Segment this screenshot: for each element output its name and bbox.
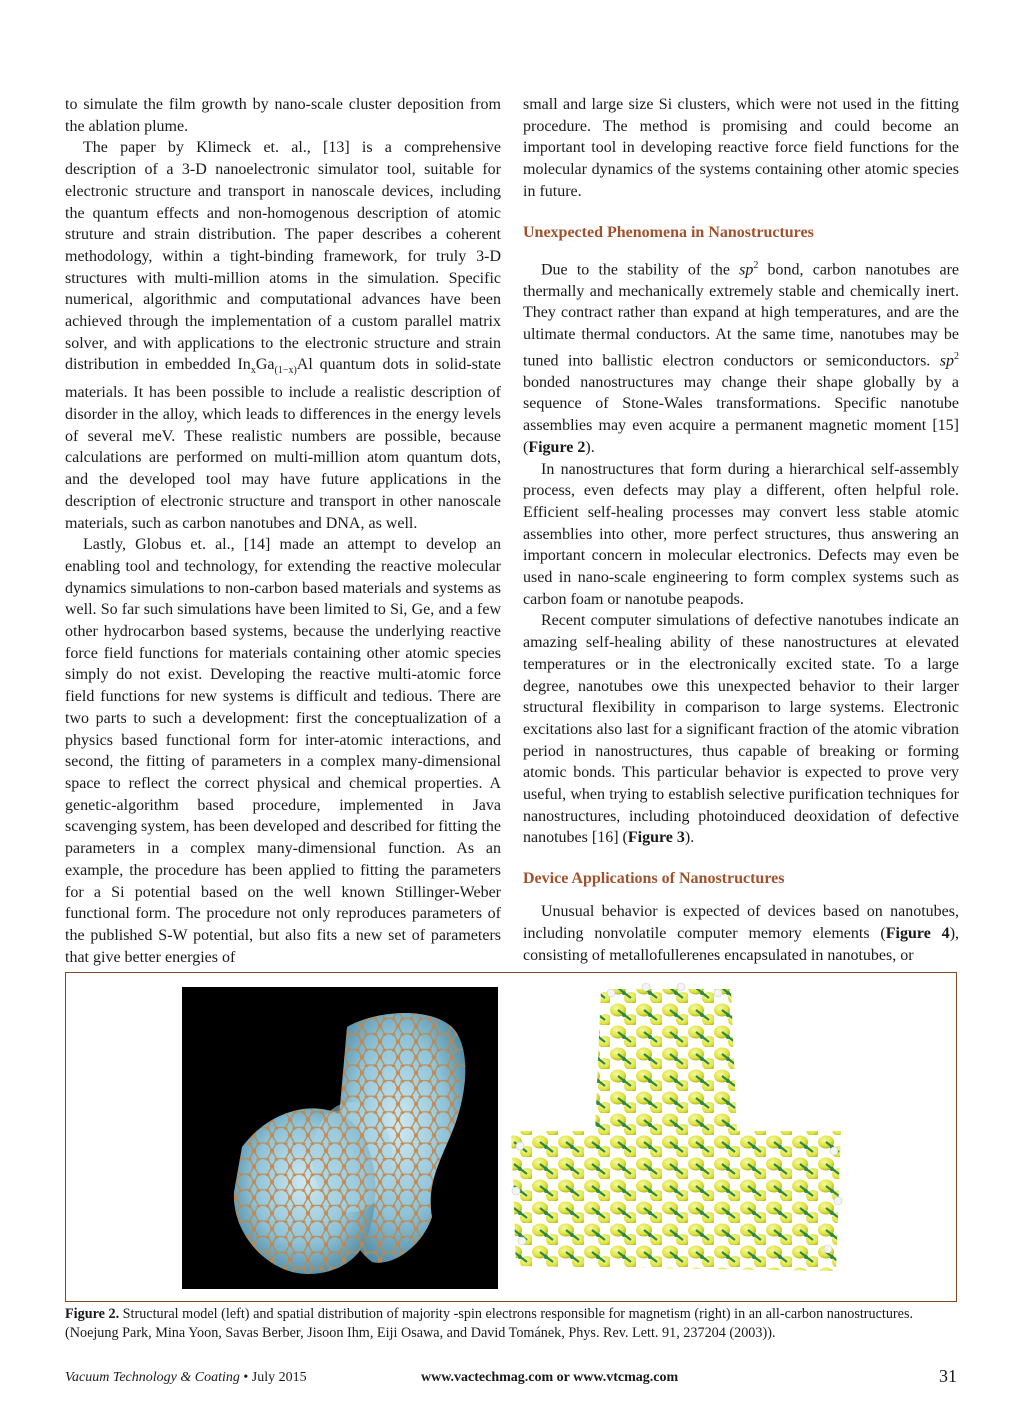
footer-bullet: •	[243, 1370, 249, 1385]
spin-density-image	[506, 981, 846, 1297]
right-paragraph-self-assembly: In nanostructures that form during a hierarchical self-assembly process, even defects may play a different, often helpful role. Efficient self-healing processes may convert less stable atomic assemblies into other, more perfect structures, thus answering an important concern in molecular electronics. Defects may even be used in nano-scale engineering to form complex systems such as carbon foam or nanotube peapods.	[523, 460, 959, 608]
footer-publication: Vacuum Technology & Coating • July 2015	[65, 1370, 307, 1385]
page-number: 31	[939, 1366, 957, 1386]
figure-4-ref: Figure 4	[885, 924, 950, 942]
right-paragraph-devices: Unusual behavior is expected of devices based on nanotubes, including nonvolatile computer memory elements (Figure 4), consisting of metallofullerenes encapsulated in nanotubes, or	[523, 903, 960, 964]
page-footer	[65, 1366, 957, 1390]
figure-caption	[65, 1305, 957, 1343]
nanostructure-model-image	[182, 987, 498, 1289]
footer-date: July 2015	[251, 1370, 307, 1385]
nanotube-junction-illustration	[182, 987, 498, 1289]
subscript-x: x	[250, 365, 256, 377]
figure-label: Figure 2.	[65, 1306, 120, 1322]
subscript-1-x: (1−x)	[274, 365, 297, 377]
right-paragraph-self-healing: Recent computer simulations of defective nanotubes indicate an amazing self-healing ability of these nanostructures at elevated temperatures or in the electronically excited state. To a large degree, nanotubes owe this unexpected behavior to their larger structural flexibility in comparison to large systems. Electronic excitations also last for a significant fraction of the atomic vibration period in nanostructures, thus capable of breaking or forming atomic bonds. This particular behavior is expected to prove very useful, when trying to establish selective purification techniques for nanostructures, including photoinduced deoxidation of defective nanotubes [16] (Figure 3).	[523, 612, 959, 847]
left-paragraph-globus: Lastly, Globus et. al., [14] made an attempt to develop an enabling tool and technology, for extending the reactive molecular dynamics simulations to non-carbon based materials and systems as well. So far such simulations have been limited to Si, Ge, and a few other hydrocarbon based systems, because the underlying reactive force field functions for materials containing other atomic species simply do not exist. Developing the reactive multi-atomic force field functions for new systems is difficult and tedious. There are two parts to such a development: first the conceptualization of a physics based functional form for inter-atomic interactions, and second, the fitting of parameters in a complex many-dimensional space to reflect the correct physical and chemical properties. A genetic-algorithm based procedure, implemented in Java scavenging system, has been developed and described for fitting the parameters in a complex many-dimensional function. As an example, the procedure has been applied to fitting the parameters for a Si potential based on the well known Stillinger-Weber functional form. The procedure not only reproduces parameters of the published S-W potential, but also fits a new set of parameters that give better energies of	[65, 536, 501, 966]
left-paragraph-1: to simulate the film growth by nano-scale cluster deposition from the ablation plume.	[65, 96, 501, 135]
figure-3-ref: Figure 3	[627, 829, 685, 847]
figure-caption-text: Structural model (left) and spatial distribution of majority -spin electrons responsible for magnetism (right) in an all-carbon nanostructures. (Noejung Park, Mina Yoon, Savas Berber, Jisoon Ihm, Eiji Osawa, and David Tománek, Phys. Rev. Lett. 91, 237204 (2003)).	[65, 1306, 914, 1341]
section-heading-unexpected-phenomena: Unexpected Phenomena in Nanostructures	[523, 223, 814, 241]
left-column	[65, 94, 501, 968]
figure-2-ref: Figure 2	[528, 438, 586, 456]
left-paragraph-klimeck: The paper by Klimeck et. al., [13] is a comprehensive description of a 3-D nanoelectronic simulator tool, suitable for electronic structure and transport in nanoscale devices, including the quantum effects and non-homogenous description of atomic struture and strain distribution. The paper describes a coherent methodology, within a tight-binding framework, for truly 3-D structures with multi-million atoms in the simulation. Specific numerical, algorithmic and computational advances have been achieved through the implementation of a custom parallel matrix solver, and with applications to the electronic structure and strain distribution in embedded $In_xGa_{(1-x)}Al$ quantum dots in solid-state materials. It has been possible to include a realistic description of disorder in the alloy, which leads to differences in the energy levels of several meV. These realistic numbers are possible, because calculations are performed on multi-million atom quantum dots, and the developed tool may have future applications in the description of electronic structure and transport in other nanoscale materials, such as carbon nanotubes and DNA, as well.	[65, 139, 501, 532]
right-paragraph-sp2: Due to the stability of the $sp^2$ bond, carbon nanotubes are thermally and mechanically extremely stable and chemically inert. They contract rather than expand at high temperatures, and are the ultimate thermal conductors. At the same time, nanotubes may be tuned into ballistic electron conductors or semiconductors. $sp^2$ bonded nanostructures may change their shape globally by a sequence of Stone-Wales transformations. Specific nanotube assemblies may even acquire a permanent magnetic moment [15] (Figure 2).	[523, 259, 960, 456]
figure-2-box	[65, 972, 957, 1302]
section-heading-device-applications: Device Applications of Nanostructures	[523, 870, 785, 888]
right-paragraph-1: small and large size Si clusters, which were not used in the fitting procedure. The method is promising and could become an important tool in developing reactive force field functions for the molecular dynamics of the systems containing other atomic species in future.	[523, 96, 959, 200]
right-column	[523, 94, 959, 966]
spin-distribution-illustration	[506, 981, 846, 1297]
footer-url[interactable]: www.vactechmag.com or www.vtcmag.com	[421, 1370, 679, 1385]
